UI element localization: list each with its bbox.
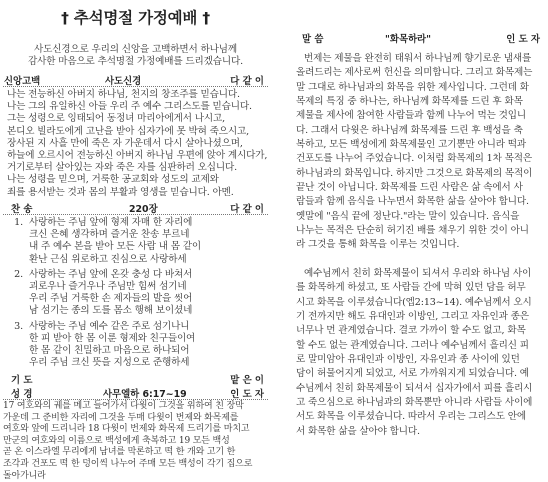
verse-number: 1.	[14, 217, 23, 228]
scripture-name: 사무엘하 6:17~19	[103, 389, 187, 400]
hymn-line-text: 크신 은혜 생각하며 즐거운 찬송 부르네	[29, 229, 190, 241]
creed-body	[3, 89, 272, 199]
text-line: 제물을 제사에 참여한 사람들과 함께 나누어 먹는 것입니	[296, 110, 527, 122]
intro-text	[3, 44, 268, 68]
hymn-body	[3, 217, 268, 372]
text-line: 기 전까지만 해도 유대인과 이방인, 그리고 자유인과 종은	[296, 310, 529, 322]
text-line: 장사된 지 사흘 만에 죽은 자 가운데서 다시 살아나셨으며,	[7, 137, 243, 149]
text-line: 람들과 함께 음식을 나누면서 화목한 삶을 살아야 합니다.	[296, 196, 529, 208]
verse-number: 3.	[14, 320, 23, 332]
text-line: 끝난 것이 아닙니다. 화목제를 드린 사람은 삶 속에서 사	[296, 182, 523, 194]
intro-line: 사도신경으로 우리의 신앙을 고백하면서 하나님께	[33, 44, 238, 55]
text-line	[296, 253, 548, 267]
text-line: 여호와 앞에 드리니라 18 다윗이 번제와 화목제 드리기를 마치고	[3, 424, 250, 435]
sermon-label: 말 씀	[302, 34, 324, 45]
hymn-line	[3, 305, 268, 317]
hymn-heading	[3, 201, 268, 215]
text-line: 가운데 그 준비한 자리에 그것을 두매 다윗이 번제와 화목제를	[3, 412, 239, 423]
hymn-verse	[3, 269, 268, 318]
text-line: 담이 허물어지게 되었고, 서로 가까워지게 되었습니다. 예	[296, 368, 529, 380]
text-line: 나누는 목적은 단순히 허기진 배를 채우기 위한 것이 아니	[296, 225, 529, 237]
text-line: 죄를 용서받는 것과 몸의 부활과 영생을 믿습니다. 아멘.	[7, 186, 234, 198]
scripture-who: 인 도 자	[230, 389, 264, 400]
text-line: 조각과 건포도 떡 한 덩이씩 나누어 주매 모든 백성이 각기 집으로	[3, 458, 253, 469]
text-line: 라 그것을 통해 화목을 이루는 것입니다.	[296, 239, 460, 251]
sermon-body	[282, 52, 548, 439]
creed-name: 사도신경	[105, 76, 142, 87]
hymn-line-text: 사랑하는 주님 앞에 형제 자매 한 자리에	[29, 217, 193, 228]
prayer-label: 기 도	[11, 375, 33, 386]
hymn-line-text: 우리 주님 거룩한 손 제자들의 발을 씻어	[29, 293, 193, 305]
hymn-line	[3, 333, 268, 345]
hymn-line	[3, 217, 268, 229]
text-line: 수님께서 친히 화목제물이 되셔서 십자가에서 피를 흘리시	[296, 382, 533, 394]
hymn-line	[3, 269, 268, 281]
text-line: 나는 성령을 믿으며, 거룩한 공교회와 성도의 교제와	[7, 174, 219, 186]
intro-line: 감사한 마음으로 추석명절 가정예배를 드리겠습니다.	[27, 56, 244, 68]
text-line: 하나님과의 화목입니다. 하지만 그것으로 화목제의 목적이	[296, 167, 533, 179]
hymn-line-text: 한 몸 같이 친밀하고 마음으로 하나되어	[29, 345, 190, 357]
hymn-who: 다 같 이	[230, 204, 264, 215]
text-line: 서 화목한 삶을 살아야 합니다.	[296, 425, 420, 437]
hymn-line-text: 우리 주님 크신 뜻을 지성으로 준행하세	[29, 357, 190, 369]
hymn-line	[3, 293, 268, 305]
hymn-verse	[3, 321, 268, 370]
hymn-line-text: 한 피 받아 한 몸 이룬 형제와 친구들이여	[29, 332, 196, 344]
creed-label: 신앙고백	[4, 76, 41, 87]
text-line: 예수님께서 친히 화목제물이 되셔서 우리와 하나님 사이	[304, 267, 532, 279]
verse-number: 2.	[14, 268, 23, 280]
text-line: 나는 전능하신 아버지 하나님, 천지의 창조주를 믿습니다.	[7, 89, 240, 100]
creed-who: 다 같 이	[230, 76, 264, 87]
text-line: 본디오 빌라도에게 고난을 받아 십자가에 못 박혀 죽으시고,	[7, 125, 250, 137]
creed-heading	[3, 73, 268, 87]
text-line: 하늘에 오르시어 전능하신 아버지 하나님 우편에 앉아 계시다가,	[7, 150, 268, 162]
sermon-who: 인 도 자	[506, 34, 540, 45]
text-line: 시고 화목을 이루셨습니다(엡2:13~14). 예수님께서 오시	[296, 296, 532, 308]
text-line: 만군의 여호와의 이름으로 백성에게 축복하고 19 모든 백성	[3, 435, 230, 446]
hymn-label: 찬 송	[11, 204, 33, 215]
scripture-label: 성 경	[11, 389, 33, 400]
text-line: 로 말미암아 유대인과 이방인, 자유인과 종 사이에 있던	[296, 353, 520, 365]
text-line: 건포도를 나누어 주었습니다. 이처럼 화목제의 1차 목적은	[296, 153, 532, 165]
text-line: 복하고, 모든 백성에게 화목제물인 고기뿐만 아니라 떡과	[296, 139, 527, 151]
text-line: 17 여호와의 궤를 메고 들어가서 다윗이 그것을 위하여 친 장막	[3, 401, 244, 411]
text-line: 너무나 먼 관계였습니다. 결코 가까이 할 수도 없고, 화목	[296, 325, 526, 337]
hymn-line	[3, 229, 268, 241]
page-title: † 추석명절 가정예배 †	[61, 9, 210, 27]
hymn-line	[3, 321, 268, 333]
sermon-heading	[282, 31, 544, 44]
text-line: 다. 그래서 다윗은 하나님께 화목제를 드린 후 백성을 축	[296, 124, 523, 136]
hymn-line	[3, 254, 268, 266]
hymn-line-text: 사랑하는 주님 예수 같은 주로 섬기나니	[29, 320, 190, 332]
text-line: 올려드리는 제사로써 헌신을 의미합니다. 그리고 화목제는	[296, 67, 533, 79]
text-line: 곧 온 이스라엘 무리에게 남녀를 막론하고 떡 한 개와 고기 한	[3, 447, 236, 458]
hymn-line-text: 사랑하는 주님 앞에 온갖 충성 다 바쳐서	[29, 268, 193, 280]
text-line: 서도 화목을 이루셨습니다. 따라서 우리는 그리스도 안에	[296, 411, 527, 423]
text-line: 를 화목하게 하셨고, 또 사람들 간에 막혀 있던 담을 허무	[296, 282, 526, 294]
hymn-line	[3, 357, 268, 369]
hymn-verse	[3, 217, 268, 266]
text-line: 옛말에 "음식 끝에 정난다."라는 말이 있습니다. 음식을	[296, 210, 520, 222]
text-line: 고 죽으심으로 하나님과의 화목뿐만 아니라 사람들 사이에	[296, 396, 533, 408]
hymn-line-text: 남 섬기는 종의 도를 몸소 행해 보이셨네	[29, 305, 193, 317]
text-line: 나는 그의 유일하신 아들 우리 주 예수 그리스도를 믿습니다.	[7, 101, 252, 113]
sermon-title: "화목하라"	[385, 34, 431, 45]
scripture-heading	[3, 386, 268, 400]
hymn-line-text: 괴로우나 즐거우나 주님만 힘써 섬기네	[29, 281, 187, 293]
text-line: 말 그대로 하나님과의 화목을 위한 제사입니다. 그런데 화	[296, 81, 529, 93]
text-line: 그는 성령으로 잉태되어 동정녀 마리아에게서 나시고,	[7, 113, 225, 125]
prayer-who: 맡 은 이	[230, 375, 264, 386]
text-line: 할 수도 없는 관계였습니다. 그러나 예수님께서 흘리신 피	[296, 339, 529, 351]
text-line: 돌아가니라	[3, 470, 46, 481]
text-line: 번제는 제물을 완전히 태워서 하나님께 향기로운 냄새를	[304, 53, 532, 64]
hymn-line	[3, 241, 268, 253]
scripture-body	[3, 401, 268, 482]
hymn-line-text: 내 주 예수 본을 받아 모든 사람 내 몸 같이	[29, 241, 201, 253]
text-line: 거기로부터 살아있는 자와 죽은 자를 심판하러 오십니다.	[7, 162, 238, 174]
hymn-name: 220장	[129, 204, 158, 215]
hymn-line	[3, 345, 268, 357]
text-line: 목제의 특징 중 하나는, 하나님께 화목제를 드린 후 화목	[296, 96, 523, 108]
prayer-heading	[3, 372, 268, 385]
hymn-line	[3, 281, 268, 293]
hymn-line-text: 환난 근심 위로하고 진심으로 사랑하세	[29, 253, 187, 265]
